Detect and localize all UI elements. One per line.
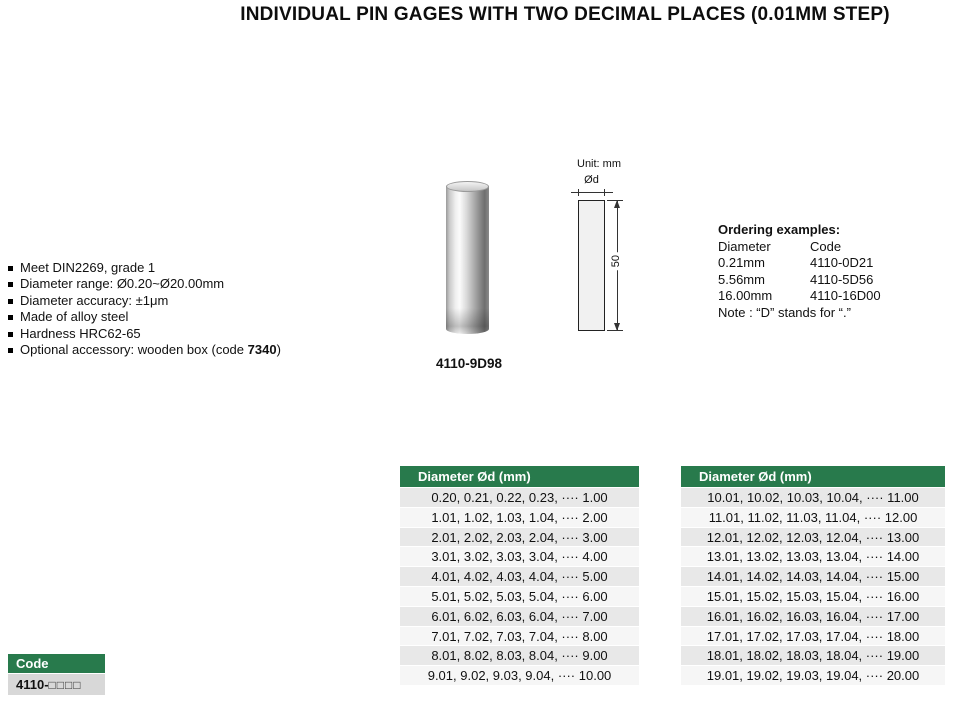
feature-text: Diameter accuracy: ±1μm [20, 292, 169, 308]
table-row: 7.01, 7.02, 7.03, 7.04, ···· 8.00 [400, 626, 639, 646]
diameter-table-1 [400, 466, 639, 685]
dim-tick-left [578, 189, 579, 196]
diameter-dim-label: Ød [584, 174, 599, 186]
feature-text [20, 342, 281, 358]
ordering-examples [718, 222, 953, 321]
feature-item [8, 276, 338, 292]
table-row: 18.01, 18.02, 18.03, 18.04, ···· 19.00 [681, 645, 945, 665]
feature-text-suffix: ) [276, 342, 281, 358]
table-row: 10.01, 10.02, 10.03, 10.04, ···· 11.00 [681, 487, 945, 507]
bullet-icon [8, 332, 13, 337]
ordering-diameter: 16.00mm [718, 288, 773, 303]
table-row: 5.01, 5.02, 5.03, 5.04, ···· 6.00 [400, 586, 639, 606]
feature-item [8, 309, 338, 325]
feature-text: Meet DIN2269, grade 1 [20, 260, 156, 275]
feature-text: Made of alloy steel [20, 309, 129, 325]
table-row: 0.20, 0.21, 0.22, 0.23, ···· 1.00 [400, 487, 639, 507]
bullet-icon [8, 315, 13, 320]
pin-side-view-drawing [578, 200, 605, 331]
code-prefix: 4110- [16, 677, 49, 692]
ordering-diameter: 5.56mm [718, 271, 765, 287]
bullet-icon [8, 348, 13, 353]
table-row: 13.01, 13.02, 13.03, 13.04, ···· 14.00 [681, 546, 945, 566]
ordering-table [718, 239, 953, 305]
table-row: 1.01, 1.02, 1.03, 1.04, ···· 2.00 [400, 507, 639, 527]
pin-gage-top-face [446, 181, 489, 192]
table-row: 12.01, 12.02, 12.03, 12.04, ···· 13.00 [681, 527, 945, 547]
ordering-col-diameter: Diameter [718, 238, 771, 254]
ordering-code: 4110-16D00 [810, 288, 881, 303]
dim-arrow-down-icon [614, 323, 620, 331]
table-row: 3.01, 3.02, 3.03, 3.04, ···· 4.00 [400, 546, 639, 566]
feature-item [8, 326, 338, 342]
table-row: 9.01, 9.02, 9.03, 9.04, ···· 10.00 [400, 665, 639, 685]
bullet-icon [8, 266, 13, 271]
table-header: Diameter Ød (mm) [681, 466, 945, 487]
table-row: 8.01, 8.02, 8.03, 8.04, ···· 9.00 [400, 645, 639, 665]
ordering-diameter: 0.21mm [718, 255, 765, 270]
code-placeholder-boxes: □□□□ [48, 678, 82, 692]
feature-text-prefix: Optional accessory: wooden box (code [20, 342, 248, 358]
bullet-icon [8, 282, 13, 287]
table-row: 17.01, 17.02, 17.03, 17.04, ···· 18.00 [681, 626, 945, 646]
feature-list [8, 260, 338, 358]
ordering-title: Ordering examples: [718, 222, 841, 237]
diameter-table-2 [681, 466, 945, 685]
table-row: 19.01, 19.02, 19.03, 19.04, ···· 20.00 [681, 665, 945, 685]
feature-text: Hardness HRC62-65 [20, 325, 141, 341]
table-row: 11.01, 11.02, 11.03, 11.04, ···· 12.00 [681, 507, 945, 527]
code-block-header: Code [8, 654, 105, 673]
table-row: 16.01, 16.02, 16.03, 16.04, ···· 17.00 [681, 606, 945, 626]
pin-gage-image [446, 186, 489, 334]
length-dim-value: 50 [610, 252, 622, 270]
table-row: 15.01, 15.02, 15.03, 15.04, ···· 16.00 [681, 586, 945, 606]
dim-tick-right [604, 189, 605, 196]
product-model-label: 4110-9D98 [435, 356, 503, 371]
table-row: 2.01, 2.02, 2.03, 2.04, ···· 3.00 [400, 527, 639, 547]
unit-label: Unit: mm [577, 158, 621, 170]
feature-text: Diameter range: Ø0.20~Ø20.00mm [20, 276, 225, 292]
page-title: INDIVIDUAL PIN GAGES WITH TWO DECIMAL PLACES (0.01MM STEP) [240, 4, 890, 25]
bullet-icon [8, 299, 13, 304]
table-header: Diameter Ød (mm) [400, 466, 639, 487]
feature-text-bold: 7340 [247, 342, 277, 358]
ordering-code: 4110-5D56 [810, 271, 874, 287]
table-row: 14.01, 14.02, 14.03, 14.04, ···· 15.00 [681, 566, 945, 586]
ordering-note: Note : “D” stands for “.” [718, 304, 851, 320]
dim-arrow-up-icon [614, 200, 620, 208]
code-block-value [8, 674, 105, 695]
feature-item [8, 293, 338, 309]
table-row: 4.01, 4.02, 4.03, 4.04, ···· 5.00 [400, 566, 639, 586]
ordering-col-code: Code [810, 238, 842, 254]
feature-item [8, 342, 338, 358]
table-row: 6.01, 6.02, 6.03, 6.04, ···· 7.00 [400, 606, 639, 626]
feature-item [8, 260, 338, 276]
ordering-code: 4110-0D21 [810, 255, 874, 270]
